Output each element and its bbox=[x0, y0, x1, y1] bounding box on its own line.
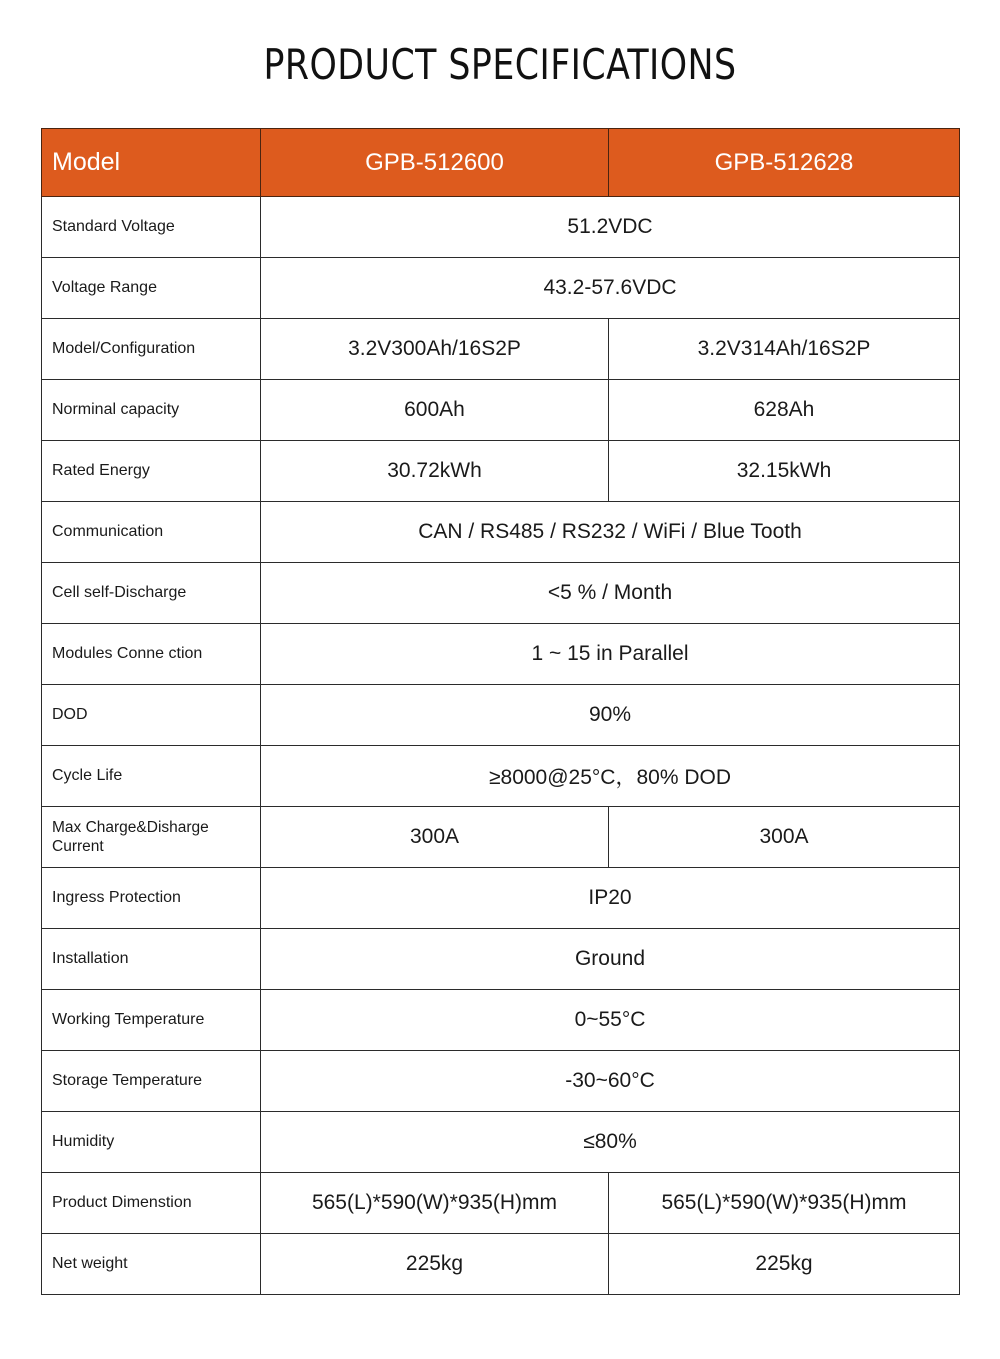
row-value-model-b: 32.15kWh bbox=[609, 441, 960, 502]
table-row bbox=[42, 929, 960, 990]
row-label: Modules Conne ction bbox=[42, 624, 261, 685]
table-header-row bbox=[42, 129, 960, 197]
row-value-shared: IP20 bbox=[261, 868, 960, 929]
row-label: Cell self-Discharge bbox=[42, 563, 261, 624]
table-row bbox=[42, 868, 960, 929]
table-row bbox=[42, 380, 960, 441]
specifications-table bbox=[41, 128, 960, 1295]
row-value-model-b: 300A bbox=[609, 807, 960, 868]
header-cell-model-label: Model bbox=[42, 129, 261, 197]
row-label: Product Dimenstion bbox=[42, 1173, 261, 1234]
table-row bbox=[42, 563, 960, 624]
table-row bbox=[42, 319, 960, 380]
table-row bbox=[42, 746, 960, 807]
row-value-model-b: 565(L)*590(W)*935(H)mm bbox=[609, 1173, 960, 1234]
table-row bbox=[42, 197, 960, 258]
row-value-shared: 43.2-57.6VDC bbox=[261, 258, 960, 319]
header-cell-model-a: GPB-512600 bbox=[261, 129, 609, 197]
row-label: Model/Configuration bbox=[42, 319, 261, 380]
row-label: Storage Temperature bbox=[42, 1051, 261, 1112]
table-row bbox=[42, 1051, 960, 1112]
row-label: Max Charge&Disharge Current bbox=[42, 807, 261, 868]
row-label: Installation bbox=[42, 929, 261, 990]
row-label: Voltage Range bbox=[42, 258, 261, 319]
row-label: Rated Energy bbox=[42, 441, 261, 502]
row-label: Working Temperature bbox=[42, 990, 261, 1051]
row-label: Humidity bbox=[42, 1112, 261, 1173]
row-value-shared: 90% bbox=[261, 685, 960, 746]
row-value-model-a: 565(L)*590(W)*935(H)mm bbox=[261, 1173, 609, 1234]
row-label: Ingress Protection bbox=[42, 868, 261, 929]
row-value-model-a: 30.72kWh bbox=[261, 441, 609, 502]
table-row bbox=[42, 1173, 960, 1234]
row-label: DOD bbox=[42, 685, 261, 746]
row-label: Communication bbox=[42, 502, 261, 563]
table-row bbox=[42, 624, 960, 685]
table-row bbox=[42, 990, 960, 1051]
row-value-shared: 1 ~ 15 in Parallel bbox=[261, 624, 960, 685]
row-value-shared: -30~60°C bbox=[261, 1051, 960, 1112]
row-value-shared: 0~55°C bbox=[261, 990, 960, 1051]
table-row bbox=[42, 502, 960, 563]
row-value-model-a: 600Ah bbox=[261, 380, 609, 441]
row-value-model-b: 225kg bbox=[609, 1234, 960, 1295]
row-value-model-b: 628Ah bbox=[609, 380, 960, 441]
table-row bbox=[42, 685, 960, 746]
row-value-model-a: 300A bbox=[261, 807, 609, 868]
row-value-shared: CAN / RS485 / RS232 / WiFi / Blue Tooth bbox=[261, 502, 960, 563]
row-label: Cycle Life bbox=[42, 746, 261, 807]
row-value-shared: <5 % / Month bbox=[261, 563, 960, 624]
row-label: Net weight bbox=[42, 1234, 261, 1295]
row-value-shared: 51.2VDC bbox=[261, 197, 960, 258]
table-row bbox=[42, 807, 960, 868]
table-row bbox=[42, 258, 960, 319]
table-row bbox=[42, 441, 960, 502]
row-value-model-a: 225kg bbox=[261, 1234, 609, 1295]
header-cell-model-b: GPB-512628 bbox=[609, 129, 960, 197]
row-value-model-a: 3.2V300Ah/16S2P bbox=[261, 319, 609, 380]
row-value-shared: ≥8000@25°C，80% DOD bbox=[261, 746, 960, 807]
row-value-model-b: 3.2V314Ah/16S2P bbox=[609, 319, 960, 380]
row-value-shared: ≤80% bbox=[261, 1112, 960, 1173]
table-body bbox=[42, 129, 960, 1295]
row-value-shared: Ground bbox=[261, 929, 960, 990]
page-title: PRODUCT SPECIFICATIONS bbox=[263, 40, 737, 89]
row-label: Standard Voltage bbox=[42, 197, 261, 258]
table-row bbox=[42, 1112, 960, 1173]
row-label: Norminal capacity bbox=[42, 380, 261, 441]
table-row bbox=[42, 1234, 960, 1295]
